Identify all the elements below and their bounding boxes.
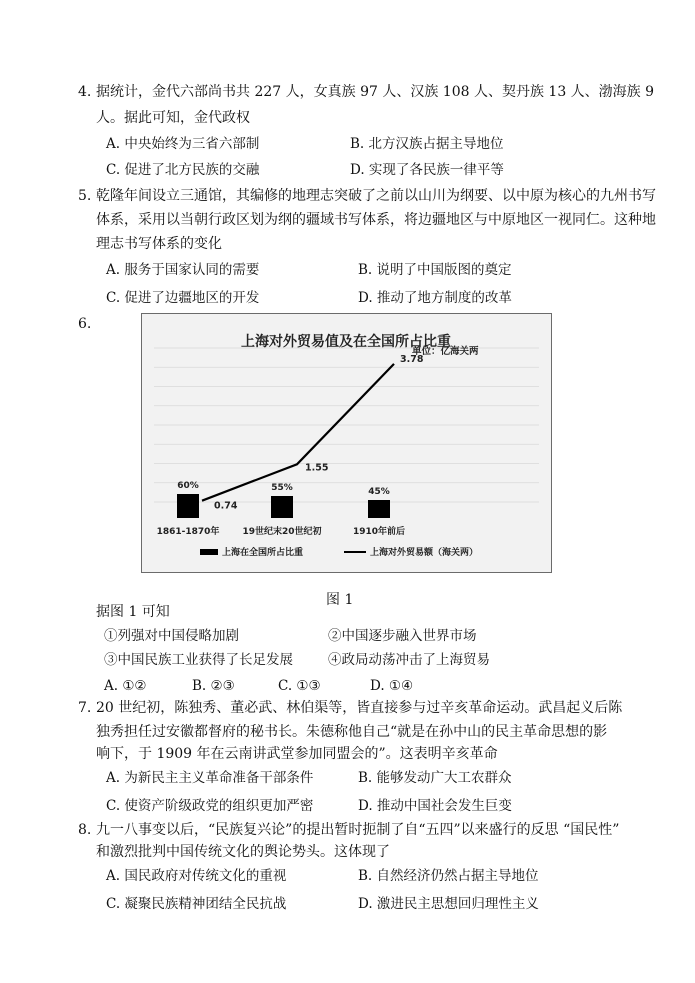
q4-option-c: C. 促进了北方民族的交融	[106, 162, 260, 178]
category-label-2: 19世纪末20世纪初	[242, 527, 322, 537]
q4-option-d: D. 实现了各民族一律平等	[350, 162, 504, 178]
bar-label-2: 55%	[271, 483, 293, 493]
q6-option-c: C. ①③	[278, 678, 321, 694]
trade-chart	[141, 313, 552, 573]
q5-option-b: B. 说明了中国版图的奠定	[358, 262, 512, 278]
bar-2	[271, 496, 293, 518]
q7-option-a: A. 为新民主主义革命准备干部条件	[106, 770, 314, 786]
q6-statement-1: ①列强对中国侵略加剧	[104, 628, 239, 644]
q8-option-d: D. 激进民主思想回归理性主义	[358, 896, 539, 912]
q5-number: 5.	[78, 188, 92, 204]
q7-stem-line1: 20 世纪初，陈独秀、董必武、林伯渠等，皆直接参与过辛亥革命运动。武昌起义后陈	[96, 700, 623, 716]
figure-caption: 图 1	[326, 592, 354, 608]
category-label-1: 1861-1870年	[156, 527, 220, 537]
q8-option-a: A. 国民政府对传统文化的重视	[106, 868, 287, 884]
q6-statement-3: ③中国民族工业获得了长足发展	[104, 652, 293, 668]
chart-unit-note: 单位：亿海关两	[412, 346, 479, 357]
legend-line-label: 上海对外贸易额（海关两）	[370, 548, 479, 558]
q5-stem-line1: 乾隆年间设立三通馆，其编修的地理志突破了之前以山川为纲要、以中原为核心的九州书写	[96, 188, 656, 204]
q8-stem-line1: 九一八事变以后，“民族复兴论”的提出暂时扼制了自“五四”以来盛行的反思 “国民性”	[96, 822, 620, 838]
line-label-2: 1.55	[305, 462, 329, 474]
q7-stem-line2: 独秀担任过安徽都督府的秘书长。朱德称他自己“就是在孙中山的民主革命思想的影	[96, 724, 608, 740]
line-label-1: 0.74	[214, 500, 238, 512]
legend-bar-label: 上海在全国所占比重	[222, 548, 304, 558]
q6-statement-4: ④政局动荡冲击了上海贸易	[328, 652, 490, 668]
q5-option-a: A. 服务于国家认同的需要	[106, 262, 260, 278]
q7-option-b: B. 能够发动广大工农群众	[358, 770, 512, 786]
q7-stem-line3: 响下，于 1909 年在云南讲武堂参加同盟会的”。这表明辛亥革命	[96, 746, 498, 762]
q5-option-d: D. 推动了地方制度的改革	[358, 290, 512, 306]
q8-stem-line2: 和激烈批判中国传统文化的舆论势头。这体现了	[96, 844, 390, 860]
q4-stem-line2: 人。据此可知，金代政权	[96, 110, 250, 126]
q6-statement-2: ②中国逐步融入世界市场	[328, 628, 477, 644]
q4-number: 4.	[78, 84, 92, 100]
bar-1	[177, 494, 199, 518]
chart-title: 上海对外贸易值及在全国所占比重	[241, 334, 451, 350]
q7-option-d: D. 推动中国社会发生巨变	[358, 798, 512, 814]
q6-option-b: B. ②③	[192, 678, 235, 694]
q6-number: 6.	[78, 316, 92, 332]
q6-option-a: A. ①②	[104, 678, 147, 694]
trade-chart-svg	[142, 314, 551, 572]
q7-number: 7.	[78, 700, 92, 716]
q4-stem-line1: 据统计，金代六部尚书共 227 人，女真族 97 人、汉族 108 人、契丹族 13 人、渤海族 9	[96, 84, 655, 100]
legend-bar-swatch	[200, 549, 218, 555]
q6-stem: 据图 1 可知	[96, 604, 170, 620]
q7-option-c: C. 使资产阶级政党的组织更加严密	[106, 798, 314, 814]
q6-option-d: D. ①④	[370, 678, 414, 694]
chart-legend	[200, 546, 478, 558]
q8-option-b: B. 自然经济仍然占据主导地位	[358, 868, 539, 884]
category-label-3: 1910年前后	[352, 527, 406, 537]
q5-option-c: C. 促进了边疆地区的开发	[106, 290, 260, 306]
q4-option-b: B. 北方汉族占据主导地位	[350, 136, 504, 152]
q4-option-a: A. 中央始终为三省六部制	[106, 136, 260, 152]
q5-stem-line3: 理志书写体系的变化	[96, 236, 222, 252]
line-label-3: 3.78	[400, 353, 424, 365]
bar-label-1: 60%	[177, 481, 199, 491]
q5-stem-line2: 体系，采用以当朝行政区划为纲的疆域书写体系，将边疆地区与中原地区一视同仁。这种地	[96, 212, 656, 228]
trade-value-line	[202, 364, 394, 501]
bar-3	[368, 500, 390, 518]
q8-number: 8.	[78, 822, 92, 838]
bar-label-3: 45%	[368, 487, 390, 497]
q8-option-c: C. 凝聚民族精神团结全民抗战	[106, 896, 287, 912]
